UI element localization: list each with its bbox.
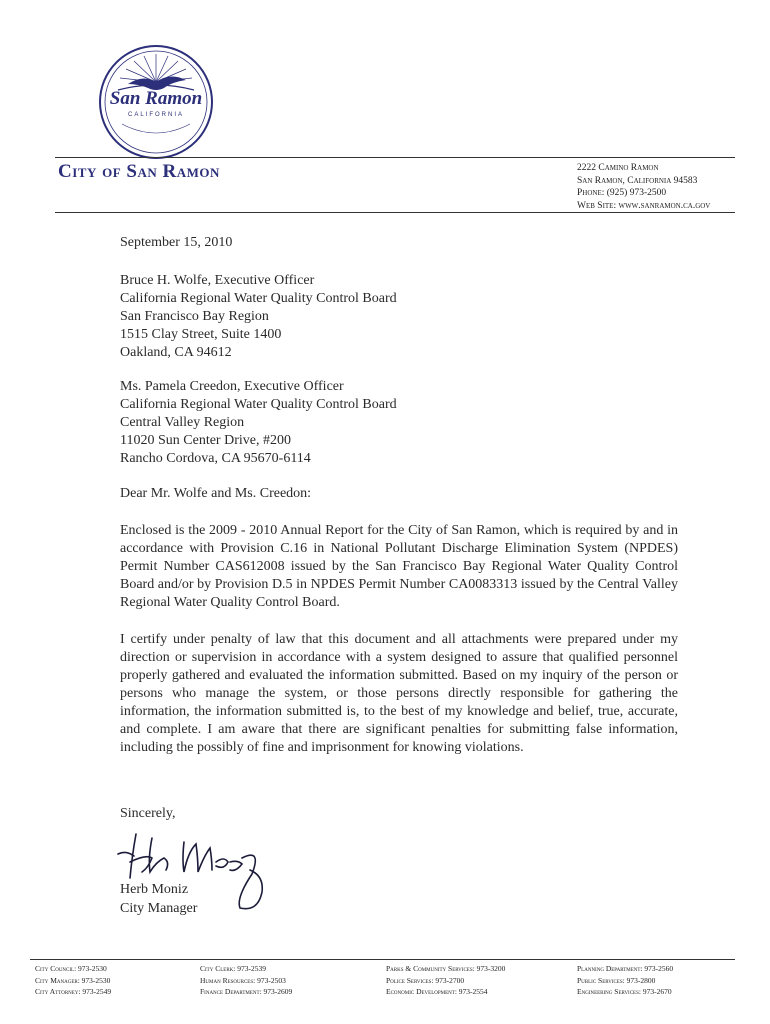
- paragraph-certification: I certify under penalty of law that this document and all attachments were prepared under my direction or supervision in accordance with a system designed to assure that qualified personnel properly gathered and evaluated the information submitted. Based on my inquiry of the person or persons who manage the system, or those persons directly responsible for gathering the information, the information submitted is, to the best of my knowledge and belief, true, accurate, and complete. I am aware that there are significant penalties for submitting false information, including the possibly of fine and imprisonment for knowing violations.: [120, 632, 678, 755]
- recipient-1-line: California Regional Water Quality Control Board: [120, 291, 397, 306]
- recipient-1-line: Oakland, CA 94612: [120, 345, 232, 360]
- seal-name: San Ramon: [109, 88, 203, 109]
- footer-column-1: [35, 963, 111, 998]
- seal-state: CALIFORNIA: [127, 112, 184, 118]
- address-street: 2222 Camino Ramon: [577, 163, 659, 173]
- city-address-block: [577, 162, 710, 212]
- signer-name: Herb Moniz: [120, 882, 189, 897]
- address-phone: Phone: (925) 973-2500: [577, 188, 667, 198]
- recipient-2-line: Ms. Pamela Creedon, Executive Officer: [120, 379, 344, 394]
- footer-contact: City Clerk: 973-2539: [200, 964, 266, 973]
- header-divider-bottom: [55, 212, 735, 213]
- recipient-1-line: Bruce H. Wolfe, Executive Officer: [120, 273, 315, 288]
- footer-contact: City Attorney: 973-2549: [35, 987, 112, 996]
- footer-contact: Parks & Community Services: 973-3200: [386, 964, 506, 973]
- footer-column-4: [577, 963, 673, 998]
- signer-title: City Manager: [120, 901, 198, 916]
- paragraph-annual-report: Enclosed is the 2009 - 2010 Annual Report for the City of San Ramon, which is required by and in accordance with Provision C.16 in National Pollutant Discharge Elimination System (NPDES) Permit Number CAS612008 issued by the San Francisco Bay Regional Water Quality Control Board and/or by Provision D.5 in NPDES Permit Number CA0083313 issued by the Central Valley Regional Water Quality Control Board.: [120, 523, 678, 610]
- footer-contact: Planning Department: 973-2560: [577, 964, 674, 973]
- address-website: Web Site: www.sanramon.ca.gov: [577, 200, 711, 211]
- footer-contact: Economic Development: 973-2554: [386, 987, 488, 996]
- recipient-2-line: California Regional Water Quality Control Board: [120, 397, 397, 412]
- footer-column-2: [200, 963, 292, 998]
- recipient-2-line: Central Valley Region: [120, 415, 245, 430]
- footer-contact: City Manager: 973-2530: [35, 975, 111, 985]
- recipient-1-line: San Francisco Bay Region: [120, 309, 269, 324]
- salutation: Dear Mr. Wolfe and Ms. Creedon:: [120, 486, 312, 501]
- recipient-2-line: 11020 Sun Center Drive, #200: [120, 433, 291, 448]
- footer-contact: Public Services: 973-2800: [577, 975, 656, 985]
- recipient-2-address: [120, 378, 680, 468]
- footer-contact: Engineering Services: 973-2670: [577, 987, 672, 996]
- footer-contact: Human Resources: 973-2503: [200, 975, 286, 985]
- footer-divider: [30, 959, 735, 960]
- closing: Sincerely,: [120, 806, 176, 821]
- footer-contact: City Council: 973-2530: [35, 964, 107, 973]
- footer-contact: Finance Department: 973-2609: [200, 987, 293, 996]
- footer-contact: Police Services: 973-2700: [386, 975, 465, 985]
- signer-block: [120, 880, 680, 918]
- city-name: City of San Ramon: [58, 161, 220, 182]
- letter-date: September 15, 2010: [120, 235, 233, 250]
- recipient-1-address: [120, 272, 680, 362]
- header-divider-top: [55, 157, 735, 158]
- address-city: San Ramon, California 94583: [577, 175, 698, 186]
- recipient-1-line: 1515 Clay Street, Suite 1400: [120, 327, 282, 342]
- recipient-2-line: Rancho Cordova, CA 95670-6114: [120, 451, 311, 466]
- footer-column-3: [386, 963, 505, 998]
